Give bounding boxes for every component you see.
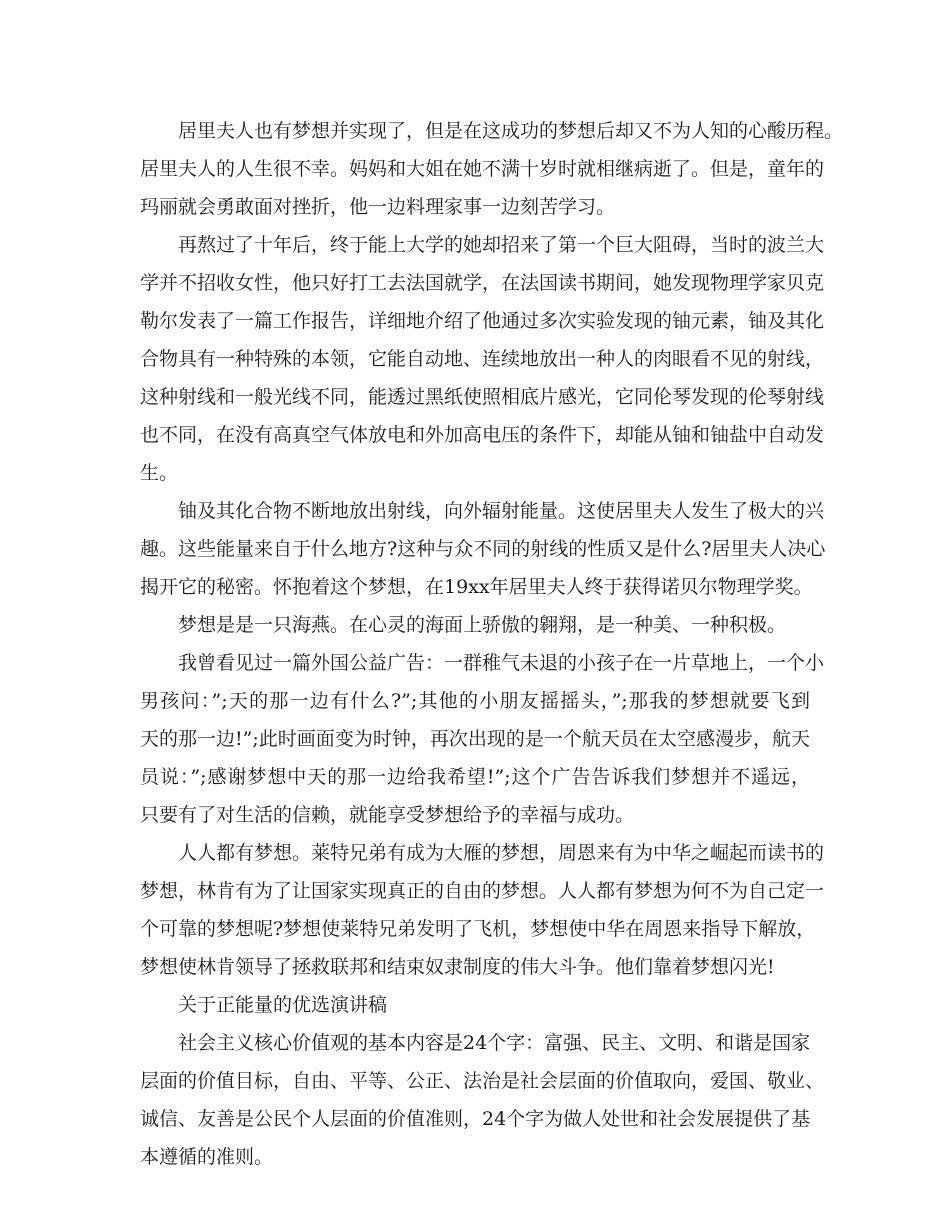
- paragraph-line: 梦想，林肯有为了让国家实现真正的自由的梦想。人人都有梦想为何不为自己定一: [140, 880, 825, 902]
- paragraph-line: 趣。这些能量来自于什么地方?这种与众不同的射线的性质又是什么?居里夫人决心: [140, 538, 826, 560]
- paragraph-line: 员说：”;感谢梦想中天的那一边给我希望!”;这个广告告诉我们梦想并不遥远，: [140, 766, 810, 788]
- paragraph-line: 层面的价值目标，自由、平等、公正、法治是社会层面的价值取向，爱国、敬业、: [140, 1070, 825, 1092]
- paragraph-line: 合物具有一种特殊的本领，它能自动地、连续地放出一种人的肉眼看不见的射线，: [140, 348, 825, 370]
- paragraph-line: 只要有了对生活的信赖，就能享受梦想给予的幸福与成功。: [140, 804, 635, 826]
- paragraph-first-line: 关于正能量的优选演讲稿: [178, 994, 388, 1016]
- paragraph-line: 学并不招收女性，他只好打工去法国就学，在法国读书期间，她发现物理学家贝克: [140, 272, 825, 294]
- paragraph-first-line: 社会主义核心价值观的基本内容是24个字：富强、民主、文明、和谐是国家: [178, 1032, 811, 1054]
- paragraph-first-line: 梦想是是一只海燕。在心灵的海面上骄傲的翱翔，是一种美、一种积极。: [178, 614, 787, 636]
- paragraph-line: 男孩问：”;天的那一边有什么?”;其他的小朋友摇摇头，”;那我的梦想就要飞到: [140, 690, 810, 712]
- paragraph-line: 个可靠的梦想呢?梦想使莱特兄弟发明了飞机，梦想使中华在周恩来指导下解放，: [140, 918, 816, 940]
- paragraph-line: 勒尔发表了一篇工作报告，详细地介绍了他通过多次实验发现的铀元素，铀及其化: [140, 310, 825, 332]
- paragraph-line: 居里夫人的人生很不幸。妈妈和大姐在她不满十岁时就相继病逝了。但是，童年的: [140, 158, 825, 180]
- paragraph-line: 生。: [140, 462, 179, 484]
- paragraph-line: 诚信、友善是公民个人层面的价值准则，24个字为做人处世和社会发展提供了基: [140, 1108, 811, 1130]
- paragraph-line: 天的那一边!”;此时画面变为时钟，再次出现的是一个航天员在太空感漫步，航天: [140, 728, 810, 750]
- paragraph-line: 也不同，在没有高真空气体放电和外加高电压的条件下，却能从铀和铀盐中自动发: [140, 424, 825, 446]
- paragraph-first-line: 人人都有梦想。莱特兄弟有成为大雁的梦想，周恩来有为中华之崛起而读书的: [178, 842, 825, 864]
- paragraph-first-line: 居里夫人也有梦想并实现了，但是在这成功的梦想后却又不为人知的心酸历程。: [178, 120, 844, 142]
- paragraph-first-line: 再熬过了十年后，终于能上大学的她却招来了第一个巨大阻碍，当时的波兰大: [178, 234, 825, 256]
- paragraph-first-line: 我曾看见过一篇外国公益广告：一群稚气未退的小孩子在一片草地上，一个小: [178, 652, 825, 674]
- paragraph-line: 梦想使林肯领导了拯救联邦和结束奴隶制度的伟大斗争。他们靠着梦想闪光!: [140, 956, 775, 978]
- document-body: [140, 112, 844, 1176]
- paragraph-line: 玛丽就会勇敢面对挫折，他一边料理家事一边刻苦学习。: [140, 196, 616, 218]
- paragraph-first-line: 铀及其化合物不断地放出射线，向外辐射能量。这使居里夫人发生了极大的兴: [178, 500, 825, 522]
- paragraph-line: 揭开它的秘密。怀抱着这个梦想，在19xx年居里夫人终于获得诺贝尔物理学奖。: [140, 576, 813, 598]
- paragraph-line: 这种射线和一般光线不同，能透过黑纸使照相底片感光，它同伦琴发现的伦琴射线: [140, 386, 825, 408]
- paragraph-line: 本遵循的准则。: [140, 1146, 274, 1168]
